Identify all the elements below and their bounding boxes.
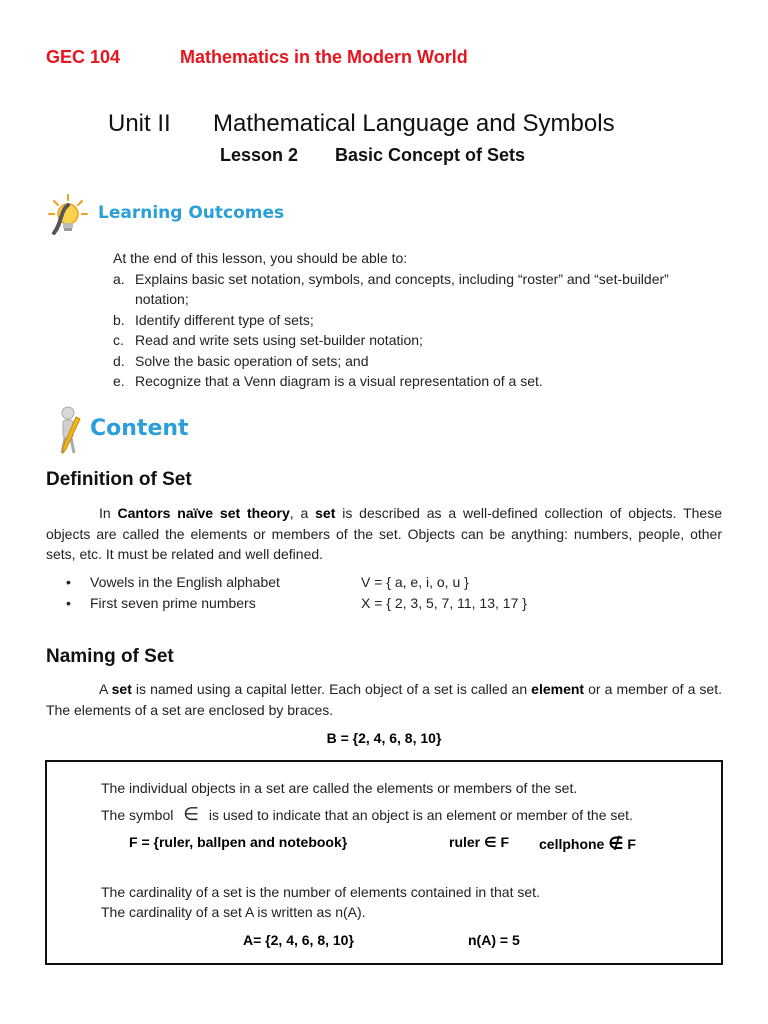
list-item: b. Identify different type of sets; — [113, 311, 314, 328]
lightbulb-icon — [46, 193, 98, 237]
nonmember-example: cellphone ∉ F — [539, 834, 636, 853]
unit-title: Mathematical Language and Symbols — [213, 110, 615, 137]
list-item: d. Solve the basic operation of sets; and — [113, 352, 369, 369]
list-item: • First seven prime numbers X = { 2, 3, 5, 7, 11, 13, 17 } — [66, 595, 527, 611]
cardinality-line2: The cardinality of a set A is written as n(A). — [101, 904, 366, 920]
outcomes-intro: At the end of this lesson, you should be able to: — [113, 250, 408, 266]
box-line1: The individual objects in a set are called the elements or members of the set. — [101, 780, 578, 796]
learning-outcomes-body — [113, 248, 723, 392]
content-heading: Content — [90, 416, 189, 441]
not-element-symbol: ∉ — [608, 834, 624, 853]
unit-label: Unit II — [108, 110, 171, 137]
lesson-title: Basic Concept of Sets — [335, 145, 526, 165]
box-line2: The symbol ∈ is used to indicate that an object is an element or member of the set. — [101, 804, 633, 824]
cardinality-line1: The cardinality of a set is the number of elements contained in that set. — [101, 884, 540, 900]
content-banner — [52, 405, 202, 457]
learning-outcomes-banner — [46, 193, 286, 237]
elements-cardinality-box — [45, 760, 723, 965]
list-item: a. Explains basic set notation, symbols, and concepts, including “roster” and “set-builder” notation; — [113, 270, 669, 307]
element-of-symbol: ∈ — [183, 804, 199, 824]
example-set-f: F = {ruler, ballpen and notebook} — [129, 834, 348, 850]
lesson-label: Lesson 2 — [220, 145, 299, 165]
naming-heading: Naming of Set — [46, 646, 174, 667]
course-title: Mathematics in the Modern World — [180, 47, 468, 67]
definition-heading: Definition of Set — [46, 469, 192, 490]
member-example: ruler ∈ F — [449, 834, 510, 850]
list-item: • Vowels in the English alphabet V = { a, e, i, o, u } — [66, 574, 469, 590]
course-code: GEC 104 — [46, 47, 121, 67]
pencil-figure-icon — [52, 405, 86, 457]
outcomes-list — [113, 269, 723, 392]
cardinality-value: n(A) = 5 — [468, 932, 520, 948]
definition-paragraph: In Cantors naïve set theory, a set is described as a well-defined collection of objects. These objects are called the elements or members of the set. Objects can be anything: numbers, people, other sets, etc. It must be related and well defined. — [46, 505, 722, 562]
cardinality-set: A= {2, 4, 6, 8, 10} — [243, 932, 354, 948]
learning-outcomes-heading: Learning Outcomes — [98, 203, 285, 223]
naming-paragraph: A set is named using a capital letter. Each object of a set is called an element or a member of a set. The elements of a set are enclosed by braces. — [46, 681, 722, 718]
set-example: B = {2, 4, 6, 8, 10} — [326, 730, 442, 746]
list-item: e. Recognize that a Venn diagram is a visual representation of a set. — [113, 373, 543, 389]
list-item: c. Read and write sets using set-builder notation; — [113, 332, 423, 348]
